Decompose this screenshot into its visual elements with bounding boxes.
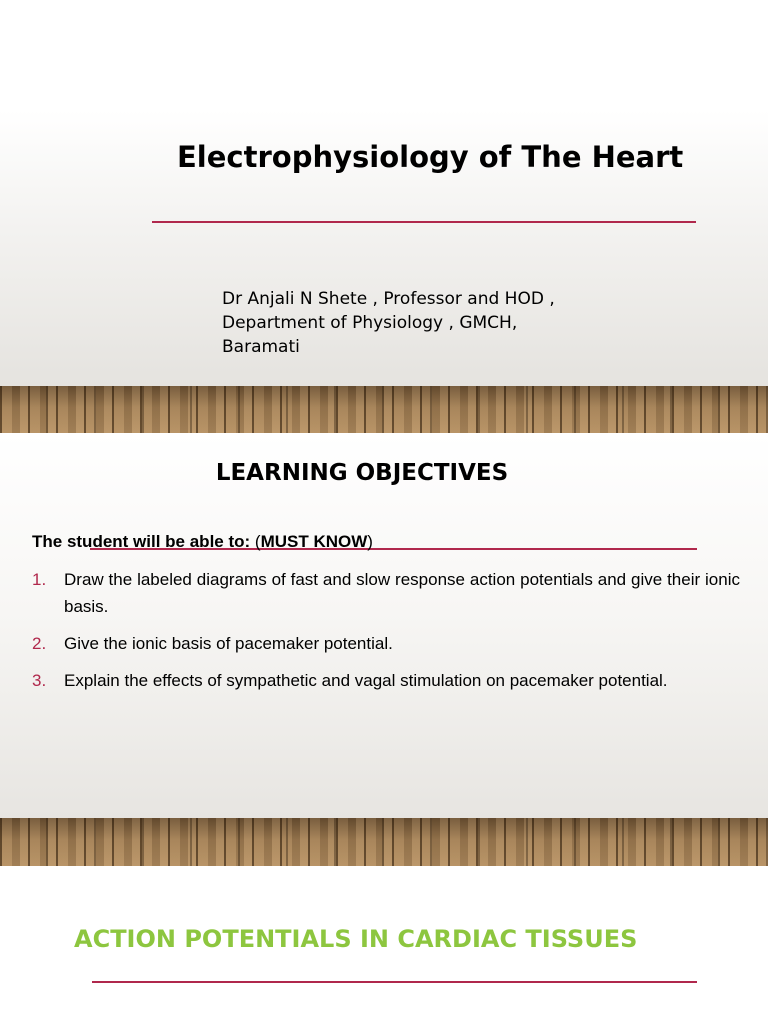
list-item (32, 566, 740, 620)
list-item-text: Explain the effects of sympathetic and vagal stimulation on pacemaker potential. (64, 671, 668, 690)
list-item (32, 667, 740, 694)
list-item (32, 630, 740, 657)
list-item-text: Give the ionic basis of pacemaker potential. (64, 634, 393, 653)
intro-paren-close: ) (367, 532, 373, 551)
objectives-list (32, 566, 740, 704)
learning-objectives-heading: LEARNING OBJECTIVES (215, 460, 509, 486)
wood-floor-decoration (0, 386, 768, 433)
list-item-text: Draw the labeled diagrams of fast and slow response action potentials and give their ionic basis. (64, 570, 740, 616)
title-divider (152, 221, 696, 223)
list-item-number: 1. (32, 570, 47, 589)
slide-1-title: Electrophysiology of The Heart (177, 140, 684, 174)
author-info: Dr Anjali N Shete , Professor and HOD , Department of Physiology , GMCH, Baramati (222, 289, 555, 357)
action-potentials-heading: ACTION POTENTIALS IN CARDIAC TISSUES (74, 925, 638, 953)
wood-floor-decoration (0, 818, 768, 866)
slide-3 (0, 866, 768, 1024)
list-item-number: 3. (32, 671, 47, 690)
intro-bold-text: The student will be able to: (32, 532, 251, 551)
intro-paren-open: ( (250, 532, 261, 551)
slide-2 (0, 433, 768, 866)
objectives-intro (32, 531, 373, 553)
must-know-label: MUST KNOW (260, 532, 368, 551)
slide-3-divider (92, 981, 697, 983)
slide-1 (0, 0, 768, 433)
list-item-number: 2. (32, 634, 47, 653)
